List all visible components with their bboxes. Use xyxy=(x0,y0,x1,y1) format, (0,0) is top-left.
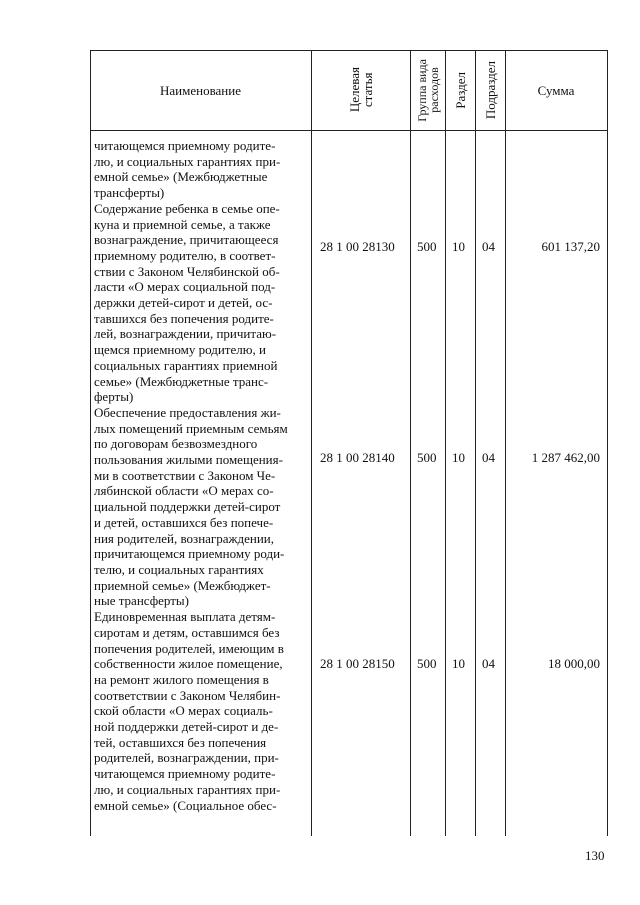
row3-subsection: 04 xyxy=(482,656,495,671)
header-target xyxy=(311,50,410,130)
row3-target: 28 1 00 28150 xyxy=(320,656,395,671)
header-sum-text: Сумма xyxy=(537,82,575,98)
row1-target: 28 1 00 28130 xyxy=(320,239,395,254)
row1-section: 10 xyxy=(452,239,465,254)
row1-subsection: 04 xyxy=(482,239,495,254)
col-border-section xyxy=(475,50,476,836)
header-group-text: Группа вида расходов xyxy=(414,58,441,122)
row2-subsection: 04 xyxy=(482,450,495,465)
row3-section: 10 xyxy=(452,656,465,671)
budget-table xyxy=(90,50,608,836)
col-border-subsection xyxy=(505,50,506,836)
header-target-text: Целевая статья xyxy=(346,67,375,113)
header-section-text: Раздел xyxy=(452,71,468,109)
header-sum xyxy=(505,50,607,130)
header-name xyxy=(90,50,311,130)
header-subsection xyxy=(475,50,505,130)
col-border-left xyxy=(90,50,91,836)
col-border-target xyxy=(410,50,411,836)
page-number: 130 xyxy=(585,848,605,863)
header-name-text: Наименование xyxy=(160,82,241,98)
row2-sum: 1 287 462,00 xyxy=(531,450,600,465)
col-border-name xyxy=(311,50,312,836)
row1-sum: 601 137,20 xyxy=(541,239,600,254)
row3-sum: 18 000,00 xyxy=(548,656,600,671)
description-text: читающемся приемному родите- лю, и социальных гарантиях при- емной семье» (Межбюджетные трансферты) Содержание ребенка в семье опе- куна и приемной семье, а также вознаграждение, причитающееся приемному родителю, в соответ- ствии с Законом Челябинской об- ласти «О мерах социальной под- держки детей-сирот и детей, ос- тавшихся без попечения родите- лей, вознаграждении, причитаю- щемся приемному родителю, и социальных гарантиях приемной семье» (Межбюджетные транс- ферты) Обеспечение предоставления жи- лых помещений приемным семьям по договорам безвозмездного пользования жилыми помещения- ми в соответствии с Законом Че- лябинской области «О мерах со- циальной поддержки детей-сирот и детей, оставшихся без попече- ния родителей, вознаграждении, причитающемся приемному роди- телю, и социальных гарантиях приемной семье» (Межбюджет- ные трансферты) Единовременная выплата детям- сиротам и детям, оставшимся без попечения родителей, имеющим в собственности жилое помещение, на ремонт жилого помещения в соответствии с Законом Челябин- ской области «О мерах социаль- ной поддержки детей-сирот и де- тей, оставшихся без попечения родителей, вознаграждении, при- читающемся приемному родите- лю, и социальных гарантиях при- емной семье» (Социальное обес- xyxy=(94,138,288,813)
row1-group: 500 xyxy=(417,239,437,254)
header-bottom-border xyxy=(90,130,608,131)
row2-target: 28 1 00 28140 xyxy=(320,450,395,465)
col-border-right xyxy=(607,50,608,836)
col-border-group xyxy=(445,50,446,836)
row2-section: 10 xyxy=(452,450,465,465)
row2-group: 500 xyxy=(417,450,437,465)
row3-group: 500 xyxy=(417,656,437,671)
header-group xyxy=(410,50,445,130)
header-subsection-text: Подраздел xyxy=(482,60,498,120)
header-section xyxy=(445,50,475,130)
